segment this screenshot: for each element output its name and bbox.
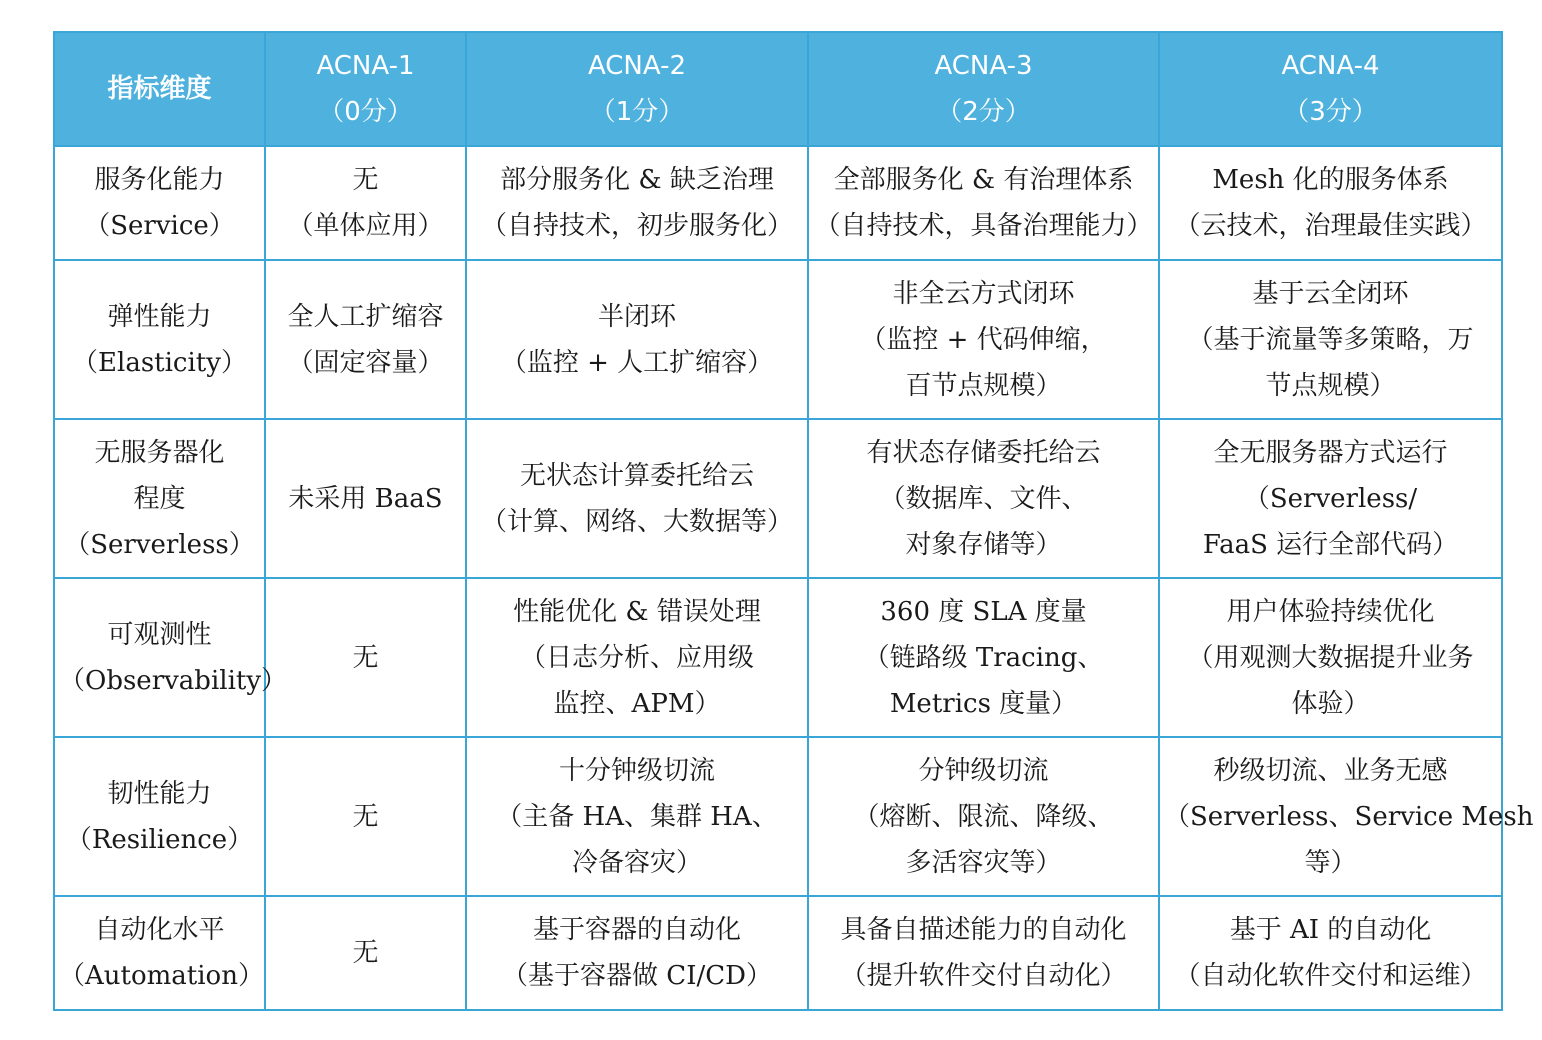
dimension-cell bbox=[54, 578, 288, 737]
cell-line: （Observability） bbox=[59, 665, 288, 696]
maturity-table bbox=[53, 31, 1534, 1011]
header-level-2 bbox=[466, 32, 808, 146]
cell-line: 具备自描述能力的自动化 bbox=[840, 915, 1127, 945]
cell-line: 性能优化 & 错误处理 bbox=[513, 596, 761, 627]
level-1-cell bbox=[265, 146, 466, 260]
header-level-3 bbox=[808, 32, 1159, 146]
cell-line: 无 bbox=[352, 938, 379, 968]
cell-line: （监控 + 人工扩缩容） bbox=[500, 347, 774, 378]
cell-line: 可观测性 bbox=[107, 619, 212, 650]
cell-line: 全无服务器方式运行 bbox=[1213, 437, 1448, 468]
cell-line: 用户体验持续优化 bbox=[1226, 596, 1435, 627]
table-row-serverless bbox=[54, 419, 1502, 578]
cell-line: 节点规模） bbox=[1265, 370, 1396, 401]
level-4-cell bbox=[1159, 578, 1502, 737]
cell-line: （Automation） bbox=[59, 961, 264, 991]
level-3-cell bbox=[808, 896, 1159, 1010]
level-score: （2分） bbox=[936, 97, 1031, 127]
level-name: ACNA-2 bbox=[587, 51, 687, 81]
cell-line: （自动化软件交付和运维） bbox=[1174, 961, 1487, 991]
level-1-cell bbox=[265, 896, 466, 1010]
cell-line: 全人工扩缩容 bbox=[287, 301, 444, 332]
level-4-cell bbox=[1159, 260, 1502, 419]
dimension-cell bbox=[54, 737, 265, 896]
level-3-cell bbox=[808, 146, 1159, 260]
cell-line: 有状态存储委托给云 bbox=[866, 437, 1101, 468]
table-row-resilience bbox=[54, 737, 1502, 896]
level-3-cell bbox=[808, 737, 1159, 896]
cell-line: （数据库、文件、 bbox=[879, 483, 1088, 514]
cell-line: 等） bbox=[1304, 847, 1357, 878]
cell-line: 监控、APM） bbox=[553, 688, 721, 719]
cell-line: 半闭环 bbox=[597, 301, 676, 332]
level-2-cell bbox=[466, 146, 808, 260]
level-score: （0分） bbox=[318, 97, 413, 127]
cell-line: （用观测大数据提升业务 bbox=[1187, 642, 1474, 673]
cell-line: FaaS 运行全部代码） bbox=[1202, 529, 1459, 560]
cell-line: 无 bbox=[352, 801, 379, 832]
cell-line: 对象存储等） bbox=[905, 529, 1062, 560]
header-level-1 bbox=[265, 32, 466, 146]
cell-line: （日志分析、应用级 bbox=[519, 642, 754, 673]
level-1-cell bbox=[265, 419, 466, 578]
level-2-cell bbox=[466, 419, 808, 578]
cell-line: 韧性能力 bbox=[107, 778, 212, 809]
cell-line: （固定容量） bbox=[287, 347, 444, 378]
dimension-cell bbox=[54, 419, 265, 578]
table-row-elasticity bbox=[54, 260, 1502, 419]
cell-line: （Elasticity） bbox=[72, 347, 247, 378]
header-row bbox=[54, 32, 1502, 146]
cell-line: 部分服务化 & 缺乏治理 bbox=[500, 165, 774, 195]
dimension-cell bbox=[54, 260, 265, 419]
cell-line: 体验） bbox=[1291, 688, 1370, 719]
cell-line: 秒级切流、业务无感 bbox=[1213, 755, 1448, 786]
cell-line: 分钟级切流 bbox=[918, 755, 1049, 786]
level-name: ACNA-4 bbox=[1281, 51, 1380, 81]
cell-line: 基于云全闭环 bbox=[1252, 278, 1409, 309]
cell-line: （Service） bbox=[84, 211, 235, 241]
cell-line: （Resilience） bbox=[65, 824, 254, 855]
cell-line: Mesh 化的服务体系 bbox=[1212, 165, 1449, 195]
table-row-observability bbox=[54, 578, 1502, 737]
cell-line: 无状态计算委托给云 bbox=[519, 460, 754, 491]
level-1-cell bbox=[265, 260, 466, 419]
cell-line: （自持技术，具备治理能力） bbox=[814, 211, 1153, 241]
cell-line: 百节点规模） bbox=[905, 370, 1062, 401]
cell-line: 服务化能力 bbox=[94, 165, 225, 195]
level-3-cell bbox=[808, 578, 1159, 737]
cell-line: （Serverless） bbox=[64, 529, 255, 560]
level-2-cell bbox=[466, 578, 808, 737]
cell-line: 基于容器的自动化 bbox=[532, 915, 741, 945]
cell-line: （Serverless、Service Mesh bbox=[1164, 801, 1534, 832]
cell-line: Metrics 度量） bbox=[889, 688, 1078, 719]
cell-line: 无 bbox=[352, 642, 379, 673]
cell-line: （自持技术，初步服务化） bbox=[480, 211, 793, 241]
cell-line: （基于流量等多策略，万 bbox=[1187, 324, 1474, 355]
level-score: （3分） bbox=[1283, 97, 1378, 127]
table-row-service bbox=[54, 146, 1502, 260]
dimension-cell bbox=[54, 146, 265, 260]
header-level-4 bbox=[1159, 32, 1502, 146]
level-4-cell bbox=[1159, 896, 1502, 1010]
cell-line: 基于 AI 的自动化 bbox=[1229, 915, 1432, 945]
header-dimension bbox=[54, 32, 265, 146]
cell-line: （Serverless/ bbox=[1243, 483, 1418, 514]
level-2-cell bbox=[466, 896, 808, 1010]
level-2-cell bbox=[466, 260, 808, 419]
cell-line: （监控 + 代码伸缩， bbox=[860, 324, 1107, 355]
cell-line: 360 度 SLA 度量 bbox=[880, 596, 1087, 627]
cell-line: 未采用 BaaS bbox=[288, 483, 443, 514]
cell-line: （链路级 Tracing、 bbox=[863, 642, 1104, 673]
level-4-cell bbox=[1159, 419, 1502, 578]
header-dimension-label: 指标维度 bbox=[107, 74, 212, 104]
level-name: ACNA-3 bbox=[934, 51, 1033, 81]
cell-line: 无 bbox=[352, 165, 379, 195]
level-1-cell bbox=[265, 737, 466, 896]
level-1-cell bbox=[265, 578, 466, 737]
level-3-cell bbox=[808, 260, 1159, 419]
level-name: ACNA-1 bbox=[316, 51, 415, 81]
cell-line: （熔断、限流、降级、 bbox=[853, 801, 1114, 832]
cell-line: （计算、网络、大数据等） bbox=[480, 506, 793, 537]
cell-line: 程度 bbox=[133, 483, 186, 514]
cell-line: （云技术，治理最佳实践） bbox=[1174, 211, 1487, 241]
level-2-cell bbox=[466, 737, 808, 896]
dimension-cell bbox=[54, 896, 265, 1010]
cell-line: （提升软件交付自动化） bbox=[840, 961, 1127, 991]
cell-line: （基于容器做 CI/CD） bbox=[502, 961, 772, 991]
cell-line: 多活容灾等） bbox=[905, 847, 1062, 878]
cell-line: 十分钟级切流 bbox=[558, 755, 715, 786]
cell-line: 无服务器化 bbox=[94, 437, 225, 468]
level-score: （1分） bbox=[589, 97, 685, 127]
cell-line: 全部服务化 & 有治理体系 bbox=[833, 165, 1134, 195]
cell-line: 弹性能力 bbox=[107, 301, 212, 332]
cell-line: 非全云方式闭环 bbox=[892, 278, 1075, 309]
level-3-cell bbox=[808, 419, 1159, 578]
level-4-cell bbox=[1159, 146, 1502, 260]
cell-line: 自动化水平 bbox=[94, 915, 225, 945]
table-row-automation bbox=[54, 896, 1502, 1010]
cell-line: （主备 HA、集群 HA、 bbox=[496, 801, 778, 832]
level-4-cell bbox=[1159, 737, 1534, 896]
cell-line: 冷备容灾） bbox=[571, 847, 702, 878]
cell-line: （单体应用） bbox=[287, 211, 444, 241]
